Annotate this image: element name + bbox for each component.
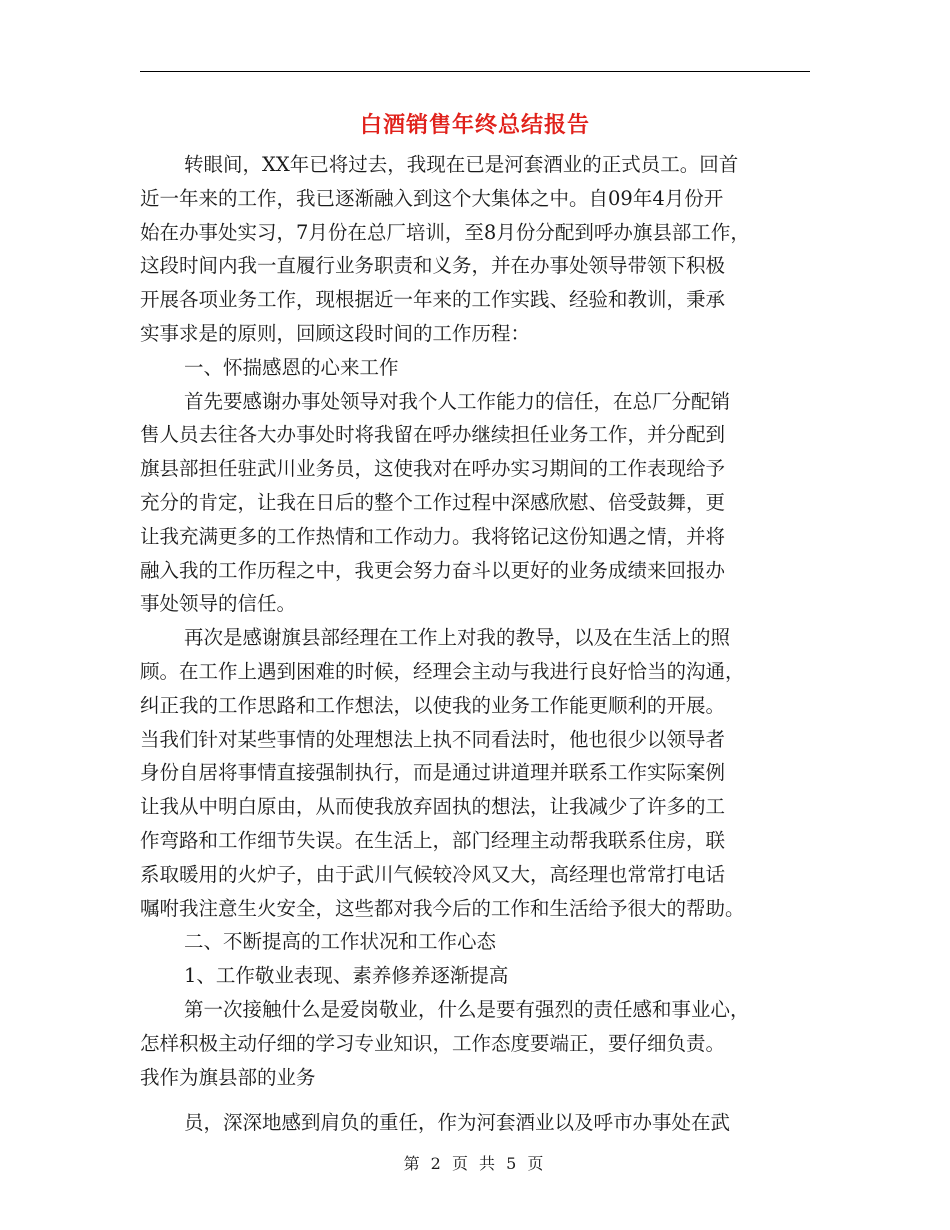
body-line: 作弯路和工作细节失误。在生活上，部门经理主动帮我联系住房，联 [140, 828, 726, 852]
body-line: 让我从中明白原由，从而使我放弃固执的想法，让我减少了许多的工 [140, 795, 726, 819]
body-line: 纠正我的工作思路和工作想法，以使我的业务工作能更顺利的开展。 [140, 693, 726, 717]
body-line: 近一年来的工作，我已逐渐融入到这个大集体之中。自09年4月份开 [140, 186, 724, 210]
body-line: 首先要感谢办事处领导对我个人工作能力的信任，在总厂分配销 [184, 389, 731, 413]
body-line: 员，深深地感到肩负的重任，作为河套酒业以及呼市办事处在武 [184, 1111, 731, 1135]
body-line: 第一次接触什么是爱岗敬业，什么是要有强烈的责任感和事业心， [184, 997, 750, 1021]
header-rule [140, 71, 810, 72]
body-line: 实事求是的原则，回顾这段时间的工作历程： [140, 321, 531, 345]
section-heading: 一、怀揣感恩的心来工作 [184, 355, 399, 379]
body-line: 开展各项业务工作，现根据近一年来的工作实践、经验和教训，秉承 [140, 288, 726, 312]
body-line: 身份自居将事情直接强制执行，而是通过讲道理并联系工作实际案例 [140, 761, 726, 785]
body-line: 转眼间，XX年已将过去，我现在已是河套酒业的正式员工。回首 [184, 153, 739, 176]
body-line: 让我充满更多的工作热情和工作动力。我将铭记这份知遇之情，并将 [140, 524, 726, 548]
subsection-heading: 1、工作敬业表现、素养修养逐渐提高 [184, 964, 509, 988]
body-line: 嘱咐我注意生火安全，这些都对我今后的工作和生活给予很大的帮助。 [140, 896, 745, 920]
body-line: 事处领导的信任。 [140, 592, 297, 616]
document-body [140, 148, 810, 1140]
document-title: 白酒销售年终总结报告 [359, 112, 590, 138]
page-number: 第 2 页 共 5 页 [403, 1154, 547, 1173]
section-heading: 二、不断提高的工作状况和工作心态 [184, 930, 497, 954]
body-line: 系取暖用的火炉子，由于武川气候较冷风又大，高经理也常常打电话 [140, 862, 726, 886]
body-line: 充分的肯定，让我在日后的整个工作过程中深感欣慰、倍受鼓舞，更 [140, 490, 726, 514]
body-line: 怎样积极主动仔细的学习专业知识，工作态度要端正，要仔细负责。 [140, 1031, 726, 1055]
body-line: 售人员去往各大办事处时将我留在呼办继续担任业务工作，并分配到 [140, 423, 726, 447]
body-line: 融入我的工作历程之中，我更会努力奋斗以更好的业务成绩来回报办 [140, 558, 726, 582]
body-line: 顾。在工作上遇到困难的时候，经理会主动与我进行良好恰当的沟通， [140, 659, 745, 683]
body-line: 始在办事处实习，7月份在总厂培训，至8月份分配到呼办旗县部工作， [140, 220, 750, 244]
body-line: 再次是感谢旗县部经理在工作上对我的教导，以及在生活上的照 [184, 626, 731, 650]
body-line: 我作为旗县部的业务 [140, 1065, 316, 1089]
body-line: 旗县部担任驻武川业务员，这使我对在呼办实习期间的工作表现给予 [140, 457, 726, 481]
body-line: 这段时间内我一直履行业务职责和义务，并在办事处领导带领下积极 [140, 254, 726, 278]
body-line: 当我们针对某些事情的处理想法上执不同看法时，他也很少以领导者 [140, 727, 726, 751]
